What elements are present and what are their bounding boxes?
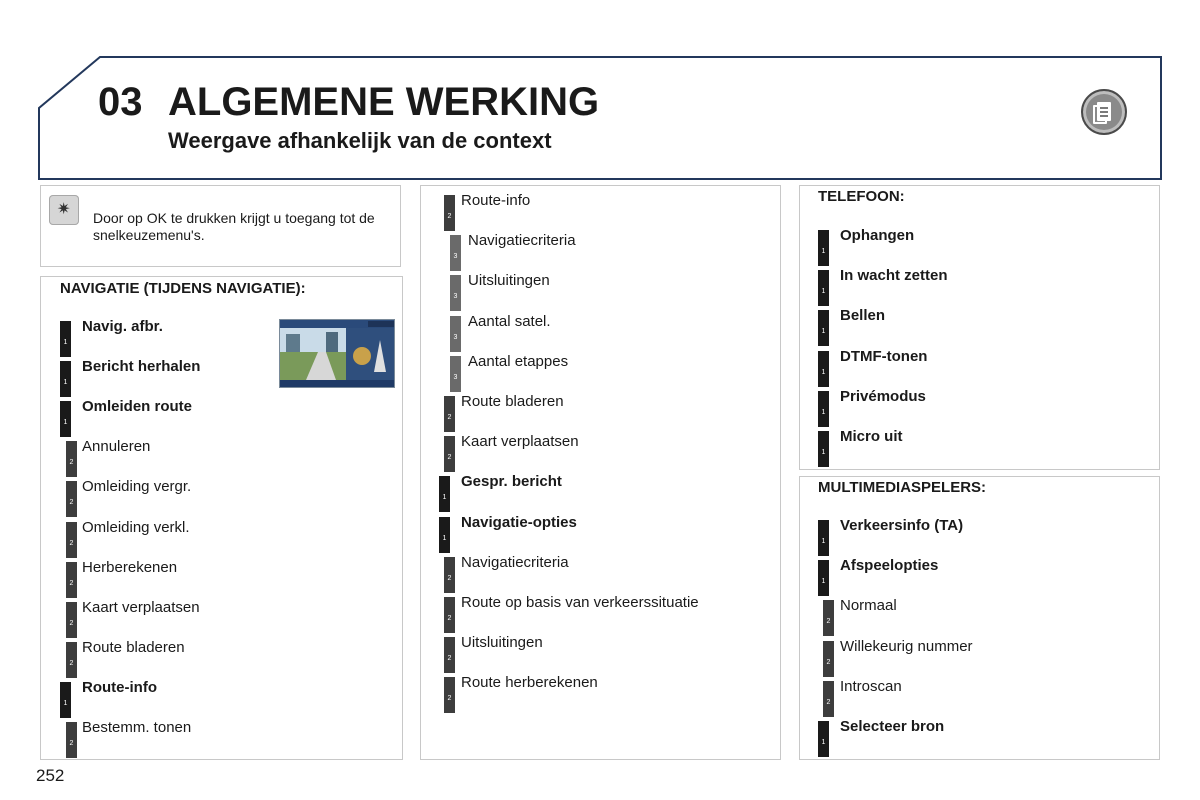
page-number: 252 [36, 766, 65, 785]
menu-item-label: Navigatiecriteria [461, 553, 569, 571]
menu-level-badge: 1 [818, 431, 829, 467]
menu-level-badge: 2 [66, 562, 77, 598]
menu-item-label: DTMF-tonen [840, 347, 928, 365]
multimedia-heading: MULTIMEDIASPELERS: [818, 479, 987, 496]
menu-level-badge: 2 [444, 436, 455, 472]
menu-item-label: Herberekenen [82, 558, 178, 576]
menu-item [66, 438, 390, 477]
menu-item-label: Navigatie-opties [461, 513, 577, 531]
menu-item-label: Omleiding vergr. [82, 478, 192, 496]
menu-item [60, 398, 390, 437]
menu-level-badge: 2 [444, 677, 455, 713]
menu-item-label: Uitsluitingen [468, 272, 550, 290]
menu-level-badge: 2 [823, 641, 834, 677]
menu-level-badge: 1 [439, 517, 450, 553]
menu-level-badge: 2 [823, 600, 834, 636]
tip-text: Door op OK te drukken krijgt u toegang tot de snelkeuzemenu's. [93, 210, 375, 243]
menu-item [66, 638, 390, 678]
menu-item-label: Route op basis van verkeerssituatie [461, 594, 699, 611]
menu-level-badge: 1 [818, 520, 829, 556]
chapter-subtitle: Weergave afhankelijk van de context [168, 128, 552, 153]
menu-item-label: Aantal etappes [468, 352, 569, 370]
menu-item [444, 433, 769, 472]
menu-item-label: Selecteer bron [840, 718, 945, 735]
menu-item-label: Normaal [840, 597, 897, 615]
menu-level-badge: 2 [66, 602, 77, 638]
menu-level-badge: 1 [60, 321, 71, 357]
menu-level-badge: 1 [818, 310, 829, 346]
menu-level-badge: 1 [60, 682, 71, 718]
menu-level-badge: 2 [444, 557, 455, 593]
menu-level-badge: 2 [66, 441, 77, 477]
menu-level-badge: 1 [439, 476, 450, 512]
menu-item [818, 227, 1148, 266]
chapter-title: ALGEMENE WERKING [168, 80, 600, 124]
menu-level-badge: 1 [818, 391, 829, 427]
menu-level-badge: 2 [823, 681, 834, 717]
menu-item-label: Route-info [82, 678, 157, 696]
menu-item-label: Ophangen [840, 227, 915, 244]
menu-item [818, 718, 1148, 757]
menu-item-label: Navigatiecriteria [468, 232, 576, 250]
menu-item-label: Annuleren [82, 438, 151, 456]
menu-item [818, 517, 1148, 556]
menu-item-label: Verkeersinfo (TA) [840, 517, 964, 534]
menu-item-label: In wacht zetten [840, 267, 948, 285]
menu-item-label: Micro uit [840, 428, 903, 445]
menu-item [818, 347, 1148, 387]
menu-item [444, 553, 769, 593]
menu-item-label: Afspeelopties [840, 557, 939, 575]
menu-item [823, 637, 1148, 677]
menu-item [450, 312, 769, 352]
sun-settings-icon: ✷ [49, 195, 79, 225]
menu-item-label: Route-info [461, 192, 531, 209]
menu-item-label: Omleiding verkl. [82, 518, 190, 536]
menu-level-badge: 2 [444, 597, 455, 633]
menu-level-badge: 1 [818, 721, 829, 757]
menu-item [818, 267, 1148, 306]
menu-item [444, 594, 769, 633]
menu-item [444, 192, 769, 231]
navigation-heading: NAVIGATIE (TIJDENS NAVIGATIE): [60, 280, 306, 297]
menu-level-badge: 1 [818, 270, 829, 306]
menu-item [439, 513, 769, 553]
menu-level-badge: 2 [66, 722, 77, 758]
menu-level-badge: 2 [66, 642, 77, 678]
menu-item [60, 678, 390, 718]
menu-level-badge: 2 [66, 481, 77, 517]
menu-item-label: Introscan [840, 677, 902, 695]
menu-item [66, 518, 390, 558]
menu-item [66, 719, 390, 758]
menu-item-label: Gespr. bericht [461, 473, 562, 491]
menu-item-label: Route bladeren [461, 393, 564, 410]
menu-item [818, 557, 1148, 596]
menu-item [450, 232, 769, 271]
manual-book-icon [1081, 89, 1127, 135]
menu-item [66, 478, 390, 517]
menu-item-label: Kaart verplaatsen [461, 433, 579, 451]
menu-item-label: Uitsluitingen [461, 634, 543, 652]
menu-item [823, 677, 1148, 717]
menu-item [66, 558, 390, 598]
menu-item [66, 598, 390, 638]
menu-item-label: Kaart verplaatsen [82, 598, 200, 616]
chapter-number: 03 [98, 80, 143, 124]
menu-level-badge: 1 [60, 361, 71, 397]
menu-item [823, 597, 1148, 636]
menu-item-label: Omleiden route [82, 398, 193, 416]
menu-item-label: Willekeurig nummer [840, 637, 973, 655]
menu-item [818, 428, 1148, 467]
menu-item [818, 307, 1148, 346]
menu-level-badge: 1 [818, 230, 829, 266]
menu-item-label: Route bladeren [82, 638, 185, 656]
menu-level-badge: 1 [818, 351, 829, 387]
menu-item [60, 358, 390, 397]
menu-level-badge: 3 [450, 356, 461, 392]
menu-item [444, 674, 769, 713]
menu-item-label: Bestemm. tonen [82, 719, 192, 736]
menu-item [444, 393, 769, 432]
menu-item [450, 272, 769, 311]
menu-level-badge: 3 [450, 235, 461, 271]
menu-level-badge: 1 [818, 560, 829, 596]
menu-level-badge: 2 [66, 522, 77, 558]
menu-item [60, 318, 390, 357]
menu-level-badge: 2 [444, 637, 455, 673]
menu-level-badge: 1 [60, 401, 71, 437]
menu-item [818, 387, 1148, 427]
menu-level-badge: 2 [444, 195, 455, 231]
menu-item-label: Privémodus [840, 387, 926, 405]
menu-item-label: Aantal satel. [468, 312, 551, 330]
menu-level-badge: 2 [444, 396, 455, 432]
menu-item-label: Route herberekenen [461, 674, 598, 692]
menu-level-badge: 3 [450, 275, 461, 311]
menu-item [450, 352, 769, 392]
menu-item [444, 634, 769, 673]
menu-item-label: Bellen [840, 307, 886, 325]
menu-item-label: Navig. afbr. [82, 318, 163, 335]
menu-item [439, 473, 769, 512]
menu-item-label: Bericht herhalen [82, 358, 201, 376]
menu-level-badge: 3 [450, 316, 461, 352]
telephone-heading: TELEFOON: [818, 188, 905, 205]
